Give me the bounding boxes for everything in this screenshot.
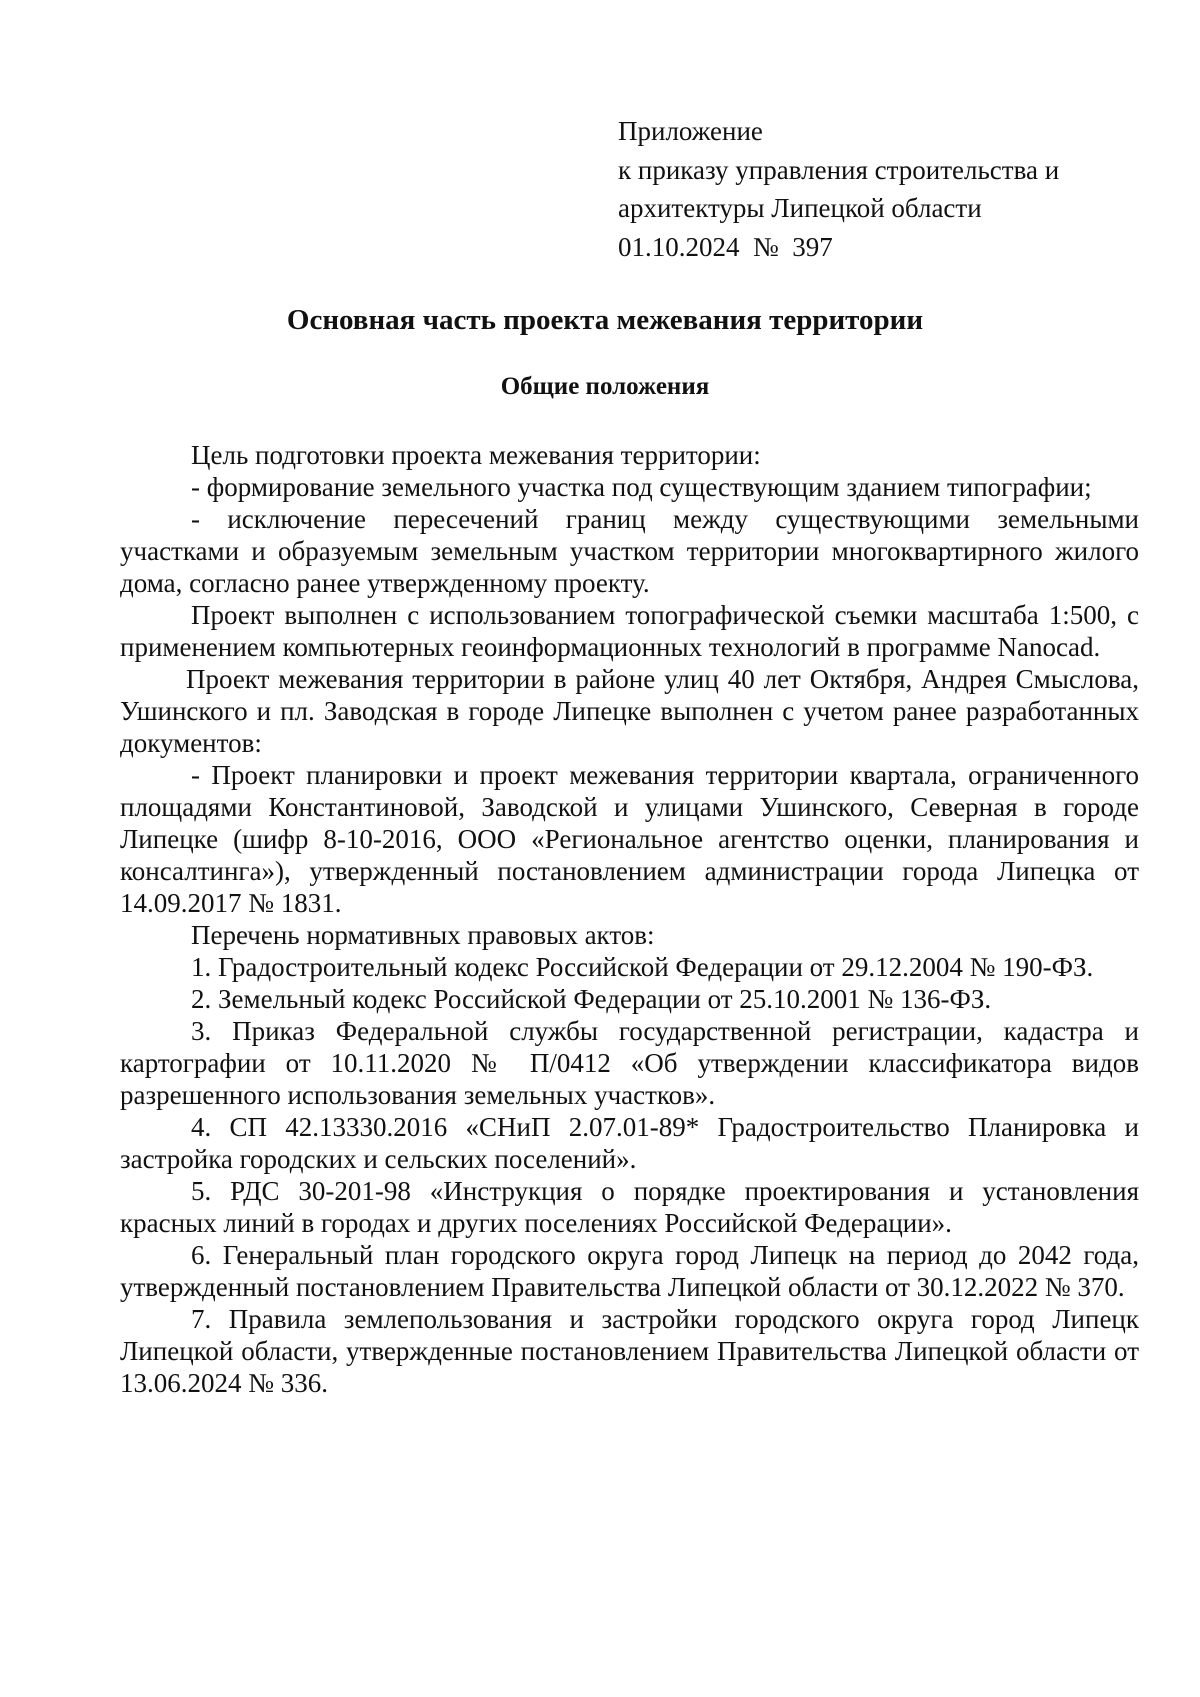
document-body: [120, 439, 1139, 1399]
list-item: 3. Приказ Федеральной службы государственной регистрации, кадастра и картографии от 10.11.2020 № П/0412 «Об утверждении классификатора видов разрешенного использования земельных участков».: [120, 1016, 1139, 1110]
appendix-block: [618, 112, 1138, 266]
list-item: 5. РДС 30-201-98 «Инструкция о порядке проектирования и установления красных линий в городах и других поселениях Российской Федерации».: [120, 1176, 1139, 1238]
list-item: 7. Правила землепользования и застройки городского округа город Липецк Липецкой области, утвержденные постановлением Правительства Липецкой области от 13.06.2024 № 336.: [120, 1304, 1139, 1398]
appendix-date-number: 01.10.2024 № 397: [618, 231, 833, 262]
list-item: 4. СП 42.13330.2016 «СНиП 2.07.01-89* Градостроительство Планировка и застройка городских и сельских поселений».: [120, 1112, 1139, 1174]
paragraph: - формирование земельного участка под существующим зданием типографии;: [191, 472, 1092, 502]
list-item: 2. Земельный кодекс Российской Федерации от 25.10.2001 № 136-ФЗ.: [191, 984, 992, 1014]
appendix-line: к приказу управления строительства и: [618, 154, 1060, 185]
paragraph: - Проект планировки и проект межевания территории квартала, ограниченного площадями Константиновой, Заводской и улицами Ушинского, Северная в городе Липецке (шифр 8-10-2016, ООО «Региональное агентство оценки, планирования и консалтинга»), утвержденный постановлением администрации города Липецка от 14.09.2017 № 1831.: [120, 760, 1139, 918]
paragraph: - исключение пересечений границ между существующими земельными участками и образуемым земельным участком территории многоквартирного жилого дома, согласно ранее утвержденному проекту.: [120, 504, 1139, 598]
appendix-line: Приложение: [618, 116, 763, 146]
paragraph: Проект выполнен с использованием топографической съемки масштаба 1:500, с применением компьютерных геоинформационных технологий в программе Nanocad.: [120, 600, 1139, 662]
paragraph: Проект межевания территории в районе улиц 40 лет Октября, Андрея Смыслова, Ушинского и пл. Заводская в городе Липецке выполнен с учетом ранее разработанных документов:: [120, 664, 1139, 758]
paragraph: Перечень нормативных правовых актов:: [191, 920, 655, 950]
appendix-line: архитектуры Липецкой области: [618, 193, 982, 223]
list-item: 6. Генеральный план городского округа город Липецк на период до 2042 года, утвержденный постановлением Правительства Липецкой области от 30.12.2022 № 370.: [120, 1240, 1139, 1302]
section-heading: Общие положения: [500, 373, 710, 400]
list-item: 1. Градостроительный кодекс Российской Федерации от 29.12.2004 № 190-ФЗ.: [191, 952, 1094, 982]
paragraph: Цель подготовки проекта межевания территории:: [191, 440, 761, 470]
document-title: Основная часть проекта межевания территории: [286, 304, 924, 336]
